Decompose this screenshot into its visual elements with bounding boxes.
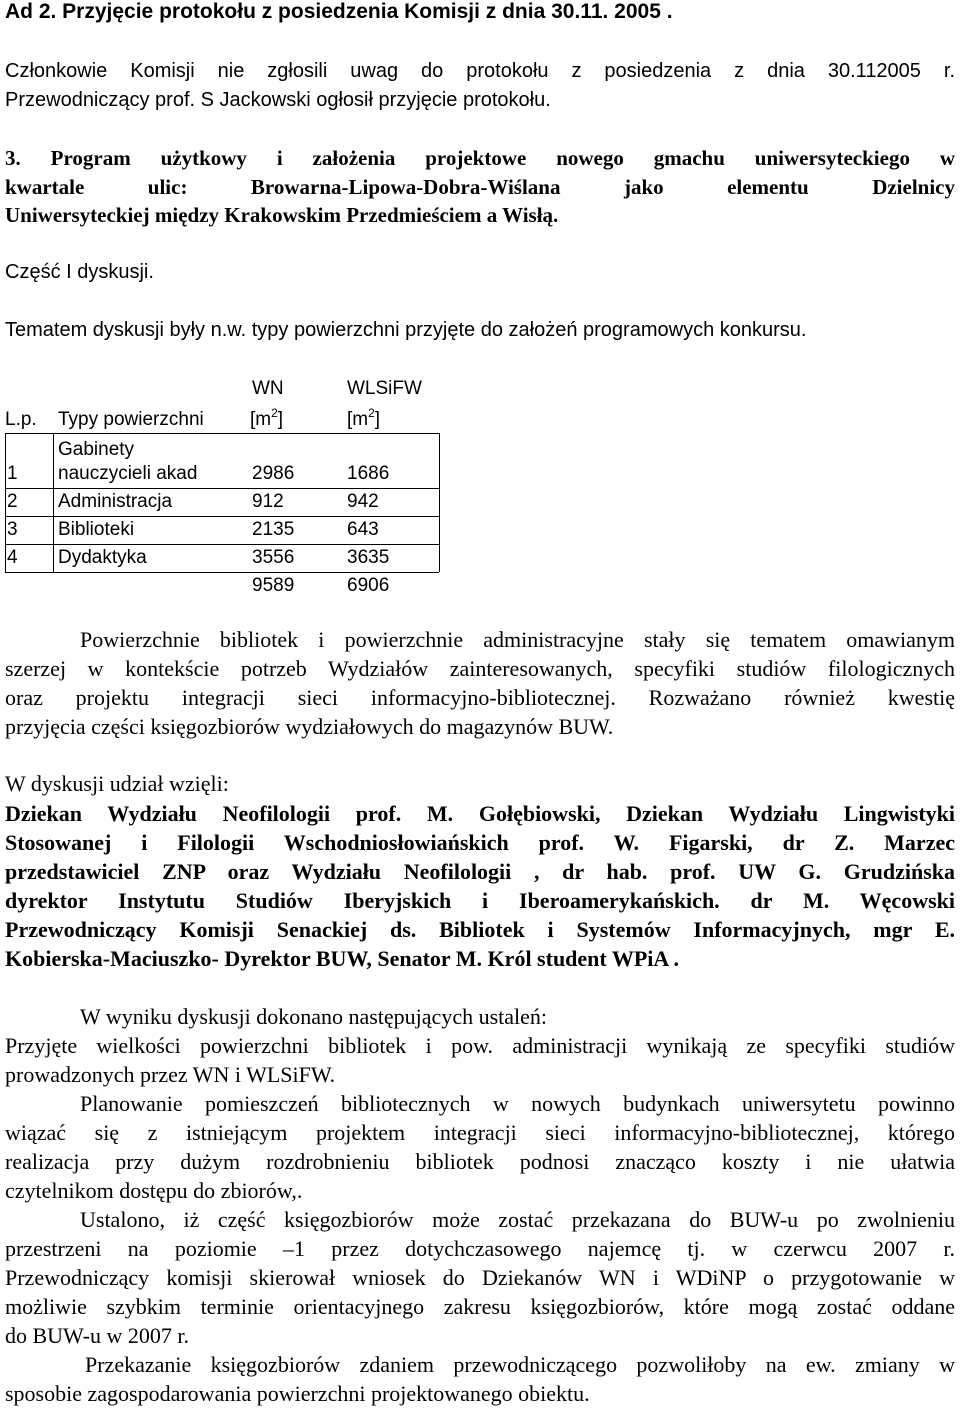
table-cell-type: Biblioteki <box>58 519 135 540</box>
table-grid-line <box>5 433 439 434</box>
table-header-type: Typy powierzchni <box>58 409 204 430</box>
part-title: Część I dyskusji. <box>5 261 154 283</box>
result-line: możliwie szybkim terminie orientacyjnego zakresu księgozbiorów, które mogą zostać oddane <box>5 1294 955 1319</box>
table-grid-line <box>5 572 439 573</box>
table-cell-lp: 1 <box>7 463 18 484</box>
table-cell-wn: 2986 <box>252 463 295 484</box>
table-header-wl-unit: $[m^2]$ <box>347 406 381 430</box>
table-cell-wl: 3635 <box>347 547 390 568</box>
paragraph-line: szerzej w kontekście potrzeb Wydziałów zainteresowanych, specyfiki studiów filologicznych <box>5 656 955 681</box>
table-cell-lp: 4 <box>7 547 18 568</box>
table-cell-type: Dydaktyka <box>58 547 147 568</box>
table-grid-line <box>5 544 439 545</box>
participants-line: Przewodniczący Komisji Senackiej ds. Bibliotek i Systemów Informacyjnych, mgr E. <box>5 917 955 942</box>
table-cell-wn: 2135 <box>252 519 295 540</box>
ad2-text-line: Przewodniczący prof. S Jackowski ogłosił przyjęcie protokołu. <box>5 89 551 111</box>
topic-line: Tematem dyskusji były n.w. typy powierzchni przyjęte do założeń programowych konkursu. <box>5 319 807 341</box>
participants-line: Dziekan Wydziału Neofilologii prof. M. Gołębiowski, Dziekan Wydziału Lingwistyki <box>5 801 955 826</box>
result-line: Przyjęte wielkości powierzchni bibliotek i pow. administracji wynikają ze specyfiki studiów <box>5 1033 955 1058</box>
table-cell-wl: 942 <box>347 491 379 512</box>
ad2-text-line: Członkowie Komisji nie zgłosili uwag do protokołu z posiedzenia z dnia 30.112005 r. <box>5 60 955 82</box>
participants-line: dyrektor Instytutu Studiów Iberyjskich i Iberoamerykańskich. dr M. Węcowski <box>5 888 955 913</box>
heading-ad2: Ad 2. Przyjęcie protokołu z posiedzenia Komisji z dnia 30.11. 2005 . <box>5 0 673 23</box>
result-line: Przekazanie księgozbiorów zdaniem przewodniczącego pozwoliłoby na ew. zmiany w <box>85 1352 955 1377</box>
result-line: Planowanie pomieszczeń bibliotecznych w nowych budynkach uniwersytetu powinno <box>80 1091 955 1116</box>
participants-line: Kobierska-Maciuszko- Dyrektor BUW, Senator M. Król student WPiA . <box>5 946 680 971</box>
paragraph-line: przyjęcia części księgozbiorów wydziałowych do magazynów BUW. <box>5 714 614 739</box>
participants-intro: W dyskusji udział wzięli: <box>5 771 229 796</box>
participants-line: przedstawiciel ZNP oraz Wydziału Neofilologii , dr hab. prof. UW G. Grudzińska <box>5 859 955 884</box>
table-grid-line <box>439 433 440 572</box>
table-total-wn: 9589 <box>252 575 295 596</box>
participants-line: Stosowanej i Filologii Wschodniosłowiańskich prof. W. Figarski, dr Z. Marzec <box>5 830 955 855</box>
table-cell-type: Administracja <box>58 491 173 512</box>
table-grid-line <box>5 488 439 489</box>
table-header-wn: WN <box>252 378 284 399</box>
table-grid-line <box>5 516 439 517</box>
result-line: czytelnikom dostępu do zbiorów,. <box>5 1178 303 1203</box>
result-line: realizacja przy dużym rozdrobnieniu bibliotek podnosi znacząco koszty i nie ułatwia <box>5 1149 955 1174</box>
result-line: przestrzeni na poziomie –1 przez dotychczasowego najemcę tj. w czerwcu 2007 r. <box>5 1236 955 1261</box>
table-cell-type: Gabinety <box>58 439 135 460</box>
table-cell-wn: 3556 <box>252 547 295 568</box>
table-cell-type: nauczycieli akad <box>58 463 198 484</box>
heading-point3-line: Uniwersyteckiej między Krakowskim Przedmieściem a Wisłą. <box>5 203 559 227</box>
heading-point3-line: 3. Program użytkowy i założenia projektowe nowego gmachu uniwersyteckiego w <box>5 146 955 170</box>
result-line: wiązać się z istniejącym projektem integracji sieci informacyjno-bibliotecznej, którego <box>5 1120 955 1145</box>
heading-point3-line: kwartale ulic: Browarna-Lipowa-Dobra-Wiślana jako elementu Dzielnicy <box>5 175 955 199</box>
table-grid-line <box>53 433 54 572</box>
result-line: do BUW-u w 2007 r. <box>5 1323 189 1348</box>
result-line: Przewodniczący komisji skierował wniosek do Dziekanów WN i WDiNP o przygotowanie w <box>5 1265 955 1290</box>
paragraph-line: Powierzchnie bibliotek i powierzchnie administracyjne stały się tematem omawianym <box>80 627 955 652</box>
table-header-lp: L.p. <box>5 409 37 430</box>
table-total-wl: 6906 <box>347 575 390 596</box>
table-cell-lp: 2 <box>7 491 18 512</box>
result-line: Ustalono, iż część księgozbiorów może zostać przekazana do BUW-u po zwolnieniu <box>80 1207 955 1232</box>
table-grid-line <box>5 433 6 572</box>
result-intro: W wyniku dyskusji dokonano następujących ustaleń: <box>80 1004 548 1029</box>
table-cell-wl: 643 <box>347 519 379 540</box>
table-cell-wl: 1686 <box>347 463 390 484</box>
table-header-wn-unit: $[m^2]$ <box>250 406 284 430</box>
table-cell-wn: 912 <box>252 491 284 512</box>
result-line: prowadzonych przez WN i WLSiFW. <box>5 1062 336 1087</box>
result-line: sposobie zagospodarowania powierzchni projektowanego obiektu. <box>5 1381 590 1406</box>
table-header-wlsifw: WLSiFW <box>347 378 422 399</box>
table-cell-lp: 3 <box>7 519 18 540</box>
paragraph-line: oraz projektu integracji sieci informacyjno-bibliotecznej. Rozważano również kwestię <box>5 685 955 710</box>
